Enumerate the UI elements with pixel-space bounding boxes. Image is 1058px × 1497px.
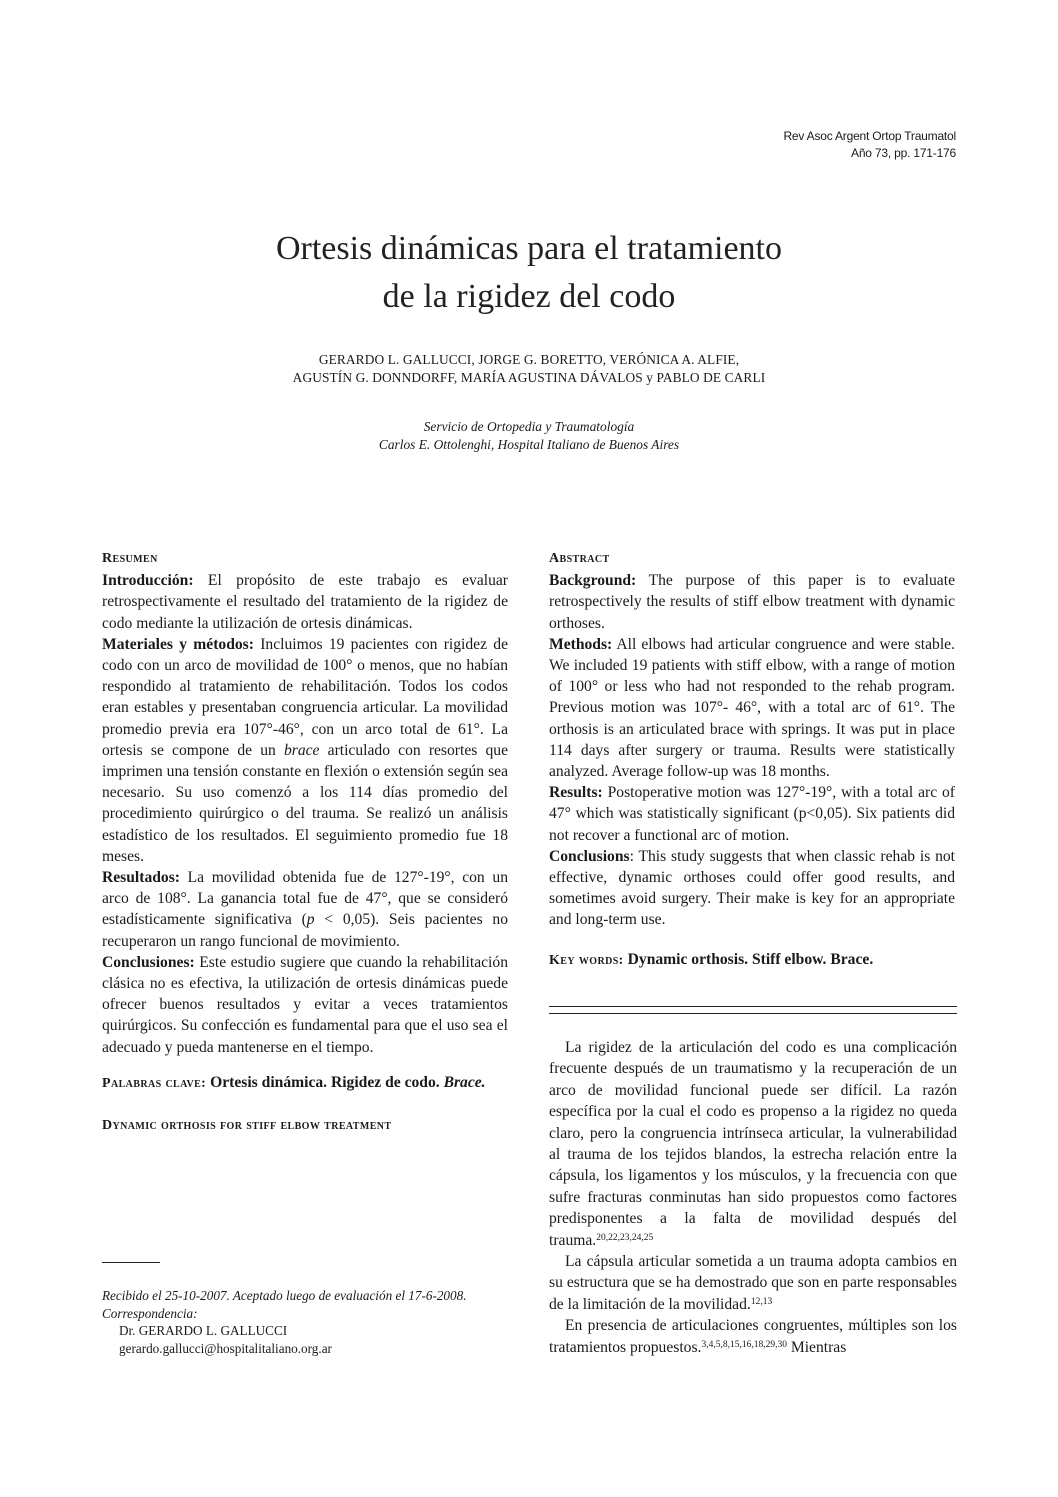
methods-text-a: Incluimos 19 pacientes con rigidez de codo con un arco de movilidad de 100° o menos, que no habían respondido al tratamiento de rehabilitación. Todos los codos eran estables y presentaban congruencia articular. La movilidad promedio previa era 107°-46°, con un arco total de 61°. La ortesis se compone de un (102, 635, 508, 759)
abstract-column (549, 548, 955, 971)
body-p2-refs: 12,13 (750, 1296, 773, 1307)
intro-label: Introducción: (102, 572, 194, 590)
concl-label: Conclusiones: (102, 953, 195, 971)
body-p2-text: La cápsula articular sometida a un trauma adopta cambios en su estructura que se ha demostrado que son en parte responsables de la limitación de la movilidad. (549, 1253, 957, 1313)
body-p1-text: La rigidez de la articulación del codo es una complicación frecuente después de un traumatismo y la recuperación de un arco de movilidad funcional puede ser difícil. La razón específica por la cual el codo es propenso a la rigidez no queda claro, pero la congruencia intrínseca articular, la vulnerabilidad al trauma de los tejidos blandos, la estrecha relación entre la cápsula, los ligamentos y los músculos, y la frecuencia con que sufre fracturas conminutas han sido propuestos como factores predisponentes a la falta de movilidad después del trauma. (549, 1039, 957, 1249)
footnote-email: gerardo.gallucci@hospitalitaliano.org.ar (119, 1340, 332, 1356)
methods-brace-term: brace (283, 741, 320, 759)
abs-results-text: Postoperative motion was 127°-19°, with a total arc of 47° which was statistically significant (p<0,05). Six patients did not recover a functional arc of motion. (549, 784, 955, 844)
main-body-text (549, 1037, 957, 1358)
results-label: Resultados: (102, 869, 180, 887)
article-title (0, 225, 1058, 321)
authors-line-1: GERARDO L. GALLUCCI, JORGE G. BORETTO, VERÓNICA A. ALFIE, (318, 352, 740, 367)
palabras-clave (102, 1072, 508, 1094)
abs-concl-text: : This study suggests that when classic rehab is not effective, dynamic orthoses could offer good results, and sometimes avoid surgery. Their make is key for an appropriate and long-term use. (549, 847, 955, 929)
resumen-metodos (102, 634, 508, 867)
abstract-background (549, 570, 955, 634)
resumen-heading: Resumen (102, 551, 158, 566)
results-p-symbol: p (306, 911, 315, 929)
abs-keywords-text: Dynamic orthosis. Stiff elbow. Brace. (623, 950, 874, 968)
resumen-resultados (102, 867, 508, 952)
abs-results-label: Results: (549, 784, 603, 802)
body-p3-refs: 3,4,5,8,15,16,18,29,30 (701, 1339, 787, 1350)
abstract-methods (549, 634, 955, 782)
resumen-column (102, 548, 508, 1136)
intro-text: El propósito de este trabajo es evaluar retrospectivamente el resultado del tratamiento de la rigidez de codo mediante la utilización de ortesis dinámicas. (102, 572, 508, 632)
keywords-brace: Brace. (443, 1073, 486, 1091)
methods-text-b: articulado con resortes que imprimen una tensión constante en flexión o extensión según sea necesario. Su uso comenzó a los 114 días promedio del procedimiento quirúrgico o del trauma. Se realizó un análisis estadístico de los resultados. El seguimiento promedio fue 18 meses. (102, 741, 508, 865)
keywords-label: Palabras clave: (102, 1075, 207, 1091)
abstract-heading: Abstract (549, 551, 610, 566)
footnote-received: Recibido el 25-10-2007. Aceptado luego de evaluación el 17-6-2008. (102, 1288, 467, 1303)
affiliation-line-1: Servicio de Ortopedia y Traumatología (423, 419, 635, 434)
body-paragraph (549, 1037, 957, 1251)
body-p3-tail: Mientras (786, 1338, 847, 1356)
abstract-conclusions (549, 846, 955, 931)
abs-concl-label: Conclusions (549, 847, 630, 865)
body-p1-refs: 20,22,23,24,25 (596, 1232, 654, 1243)
results-text-a: La movilidad obtenida fue de 127°-19°, con un arco de 108°. La ganancia total fue de 47°, que se consideró estadísticamente significativa ( (102, 869, 508, 929)
separator-rule-bottom (549, 1013, 957, 1014)
key-words (549, 949, 955, 971)
abs-methods-text: All elbows had articular congruence and were stable. We included 19 patients with stiff elbow, with a range of motion of 100° or less who had not responded to the rehab program. Previous motion was 107°- 46°, with a total arc of 61°. The orthosis is an articulated brace with springs. It was put in place 114 days after surgery or trauma. Results were statistically analyzed. Average follow-up was 18 months. (549, 635, 955, 781)
footnote-correspondence: Correspondencia: (102, 1305, 198, 1321)
resumen-conclusiones (102, 952, 508, 1058)
affiliation-line-2: Carlos E. Ottolenghi, Hospital Italiano de Buenos Aires (378, 437, 680, 452)
separator-rule-top (549, 1006, 957, 1007)
footnote-name: Dr. GERARDO L. GALLUCCI (119, 1323, 288, 1338)
keywords-text: Ortesis dinámica. Rigidez de codo. (206, 1073, 444, 1091)
abstract-results (549, 782, 955, 846)
title-line-2: de la rigidez del codo (382, 278, 676, 315)
journal-citation (656, 128, 956, 162)
methods-label: Materiales y métodos: (102, 635, 254, 653)
resumen-introduccion (102, 570, 508, 634)
english-title: Dynamic orthosis for stiff elbow treatment (102, 1118, 392, 1134)
abs-keywords-label: Key words: (549, 952, 624, 968)
title-line-1: Ortesis dinámicas para el tratamiento (275, 230, 783, 267)
authors-line-2: AGUSTÍN G. DONNDORFF, MARÍA AGUSTINA DÁVALOS y PABLO DE CARLI (292, 370, 766, 385)
body-paragraph (549, 1315, 957, 1358)
bg-label: Background: (549, 572, 637, 590)
abs-methods-label: Methods: (549, 635, 613, 653)
footnote (102, 1287, 522, 1357)
affiliation (0, 418, 1058, 454)
author-list (0, 351, 1058, 387)
body-p3-text: En presencia de articulaciones congruentes, múltiples son los tratamientos propuestos. (549, 1317, 957, 1356)
journal-name: Rev Asoc Argent Ortop Traumatol (783, 129, 956, 143)
bg-text: The purpose of this paper is to evaluate retrospectively the results of stiff elbow treatment with dynamic orthoses. (549, 572, 955, 632)
english-title-line (102, 1114, 508, 1136)
concl-text: Este estudio sugiere que cuando la rehabilitación clásica no es efectiva, la utilización de ortesis dinámicas puede ofrecer buenos resultados y evitar a veces tratamientos quirúrgicos. Su confección es fundamental para que el uso sea el adecuado y pueda mantenerse en el tiempo. (102, 953, 508, 1056)
footnote-rule (102, 1262, 160, 1263)
body-paragraph (549, 1251, 957, 1315)
results-text-b: < 0,05). Seis pacientes no recuperaron un rango funcional de movimiento. (102, 911, 508, 950)
journal-volume-pages: Año 73, pp. 171-176 (851, 146, 956, 160)
